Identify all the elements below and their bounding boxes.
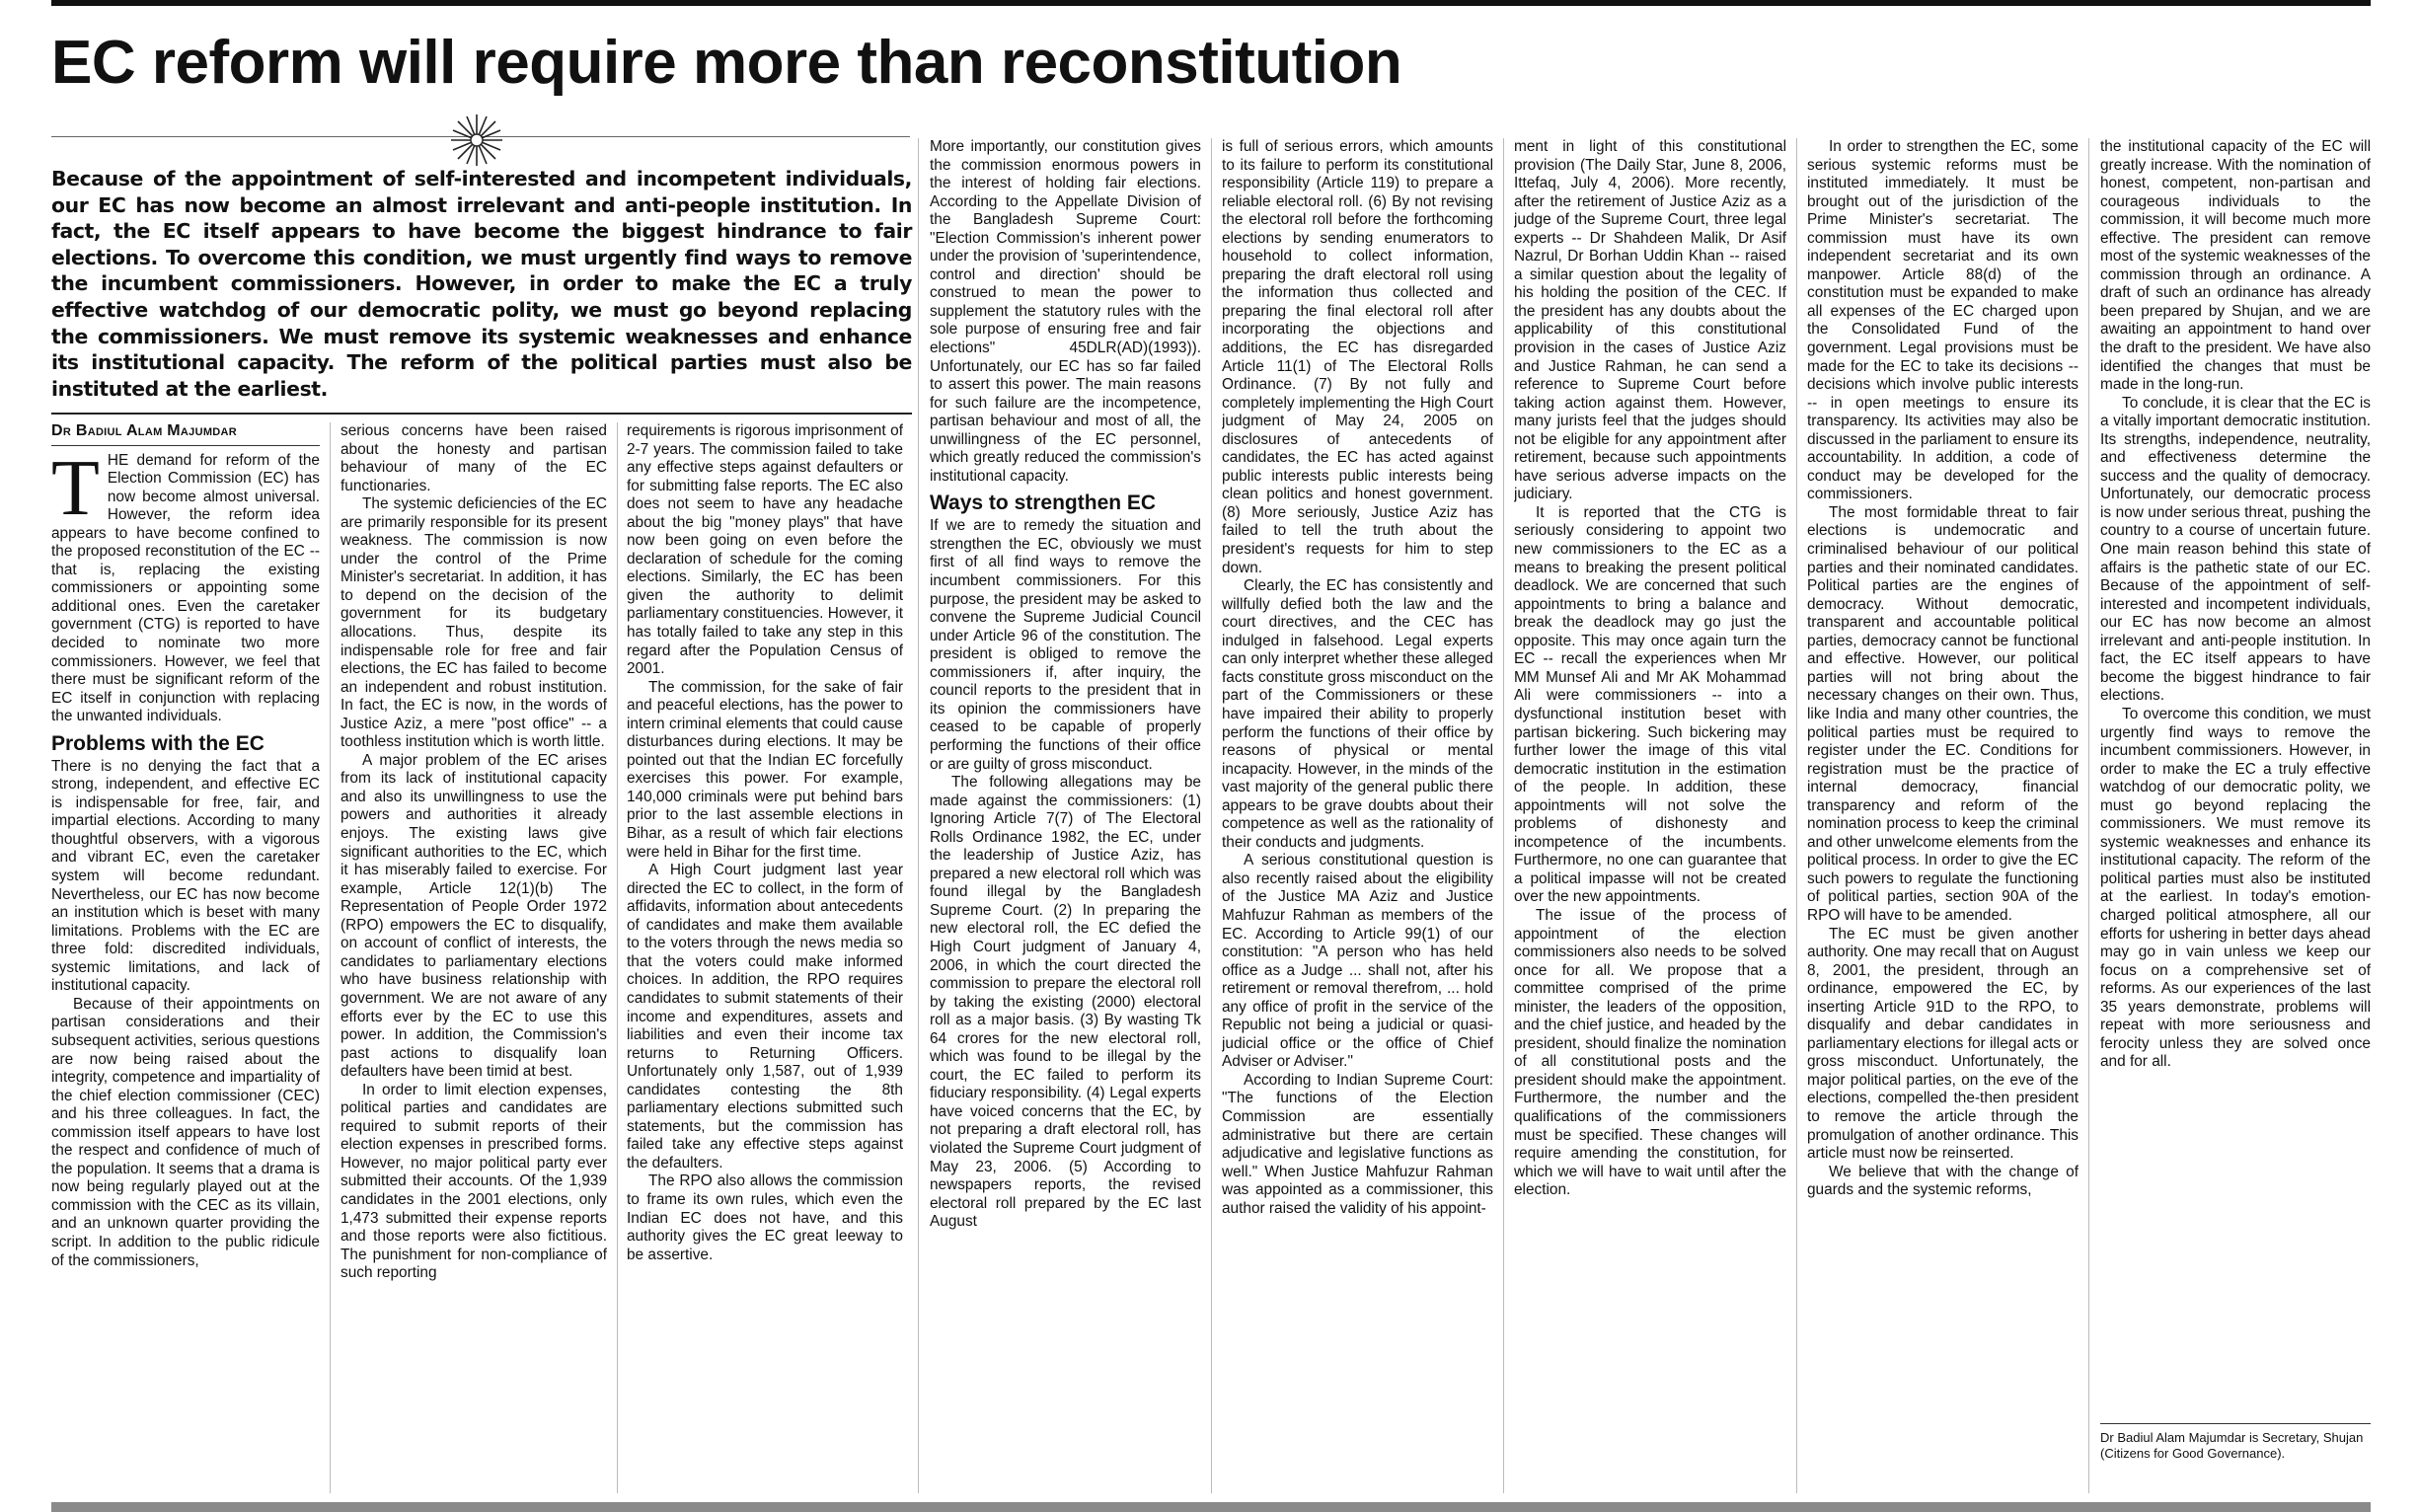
column-rule xyxy=(617,422,618,1493)
lede-paragraph: Because of the appointment of self-interested and incompetent individuals, our EC has now become an almost irrelevant and anti-people institution. In fact, the EC itself appears to have become the biggest hindrance to fair elections. To overcome this condition, we must urgently find ways to remove the incumbent commissioners. However, in order to make the EC a truly effective watchdog of our democratic polity, we must go beyond replacing the commissioners. We must remove its systemic weaknesses and enhance its institutional capacity. The reform of the political parties must also be instituted at the earliest. xyxy=(51,167,912,401)
column-rule xyxy=(2088,138,2089,1493)
col6-paragraph-1: ment in light of this constitutional provision (The Daily Star, June 8, 2006, Ittefaq, July 4, 2006). More recently, after the retirement of Justice Aziz as a judge of the Supreme Court, three legal experts -- Dr Shahdeen Malik, Dr Asif Nazrul, Dr Borhan Uddin Khan -- raised a similar question about the legality of his holding the position of the CEC. If the president has any doubts about the applicability of this constitutional provision in the cases of Justice Aziz and Justice Rahman, he can send a reference to Supreme Court before taking action against them. However, many jurists feel that the judges should not be eligible for any appointment after retirement, because such appointments have serious adverse impacts on the judiciary. xyxy=(1514,138,1786,503)
headline: EC reform will require more than reconstitution xyxy=(51,29,1402,97)
col5-paragraph-4: According to Indian Supreme Court: "The functions of the Election Commission are essentially administrative but there are certain adjudicative and legislative functions as well." When Justice Mahfuzur Rahman was appointed as a commissioner, this author raised the validity of his appoint- xyxy=(1222,1071,1493,1217)
col3-paragraph-2: The commission, for the sake of fair and peaceful elections, has the power to intern criminal elements that could cause disturbances during elections. It may be pointed out that the Indian EC forcefully exercises this power. For example, 140,000 criminals were put behind bars prior to the last assemble elections in Bihar, as a result of which fair elections were held in Bihar for the first time. xyxy=(627,678,903,861)
col4-paragraph-2: If we are to remedy the situation and strengthen the EC, obviously we must first of all find ways to remove the incumbent commissioners. For this purpose, the president may be asked to convene the Supreme Judicial Council under Article 96 of the constitution. The president is obliged to remove the commissioners if, after inquiry, the council reports to the president that in its opinion the commissioners have ceased to be capable of properly performing the functions of their office or are guilty of gross misconduct. xyxy=(930,517,1201,773)
column-4 xyxy=(930,138,1201,1493)
column-rule xyxy=(330,422,331,1493)
col1-paragraph-2: There is no denying the fact that a strong, independent, and effective EC is indispensable for free, fair, and impartial elections. According to many thoughtful observers, with a vigorous and vibrant EC, even the caretaker system will become redundant. Nevertheless, our EC has now become an institution which is beset with many limitations. Problems with the EC are three fold: discredited individuals, systemic limitations, and lack of institutional capacity. xyxy=(51,757,320,995)
column-rule xyxy=(918,138,919,1493)
col7-paragraph-1: In order to strengthen the EC, some serious systemic reforms must be instituted immediately. It must be brought out of the jurisdiction of the Prime Minister's secretariat. The commission must have its own independent secretariat and its own manpower. Article 88(d) of the constitution must be expanded to make all expenses of the EC charged upon the Consolidated Fund of the government. Legal provisions must be made for the EC to take its decisions -- decisions which involve public interests -- in open meetings to ensure its transparency. Its activities may also be discussed in the parliament to ensure its accountability. In addition, a code of conduct may be developed for the commissioners. xyxy=(1807,138,2079,503)
col2-paragraph-3: A major problem of the EC arises from its lack of institutional capacity and also its unwillingness to use the powers and authorities it already enjoys. The existing laws give significant authorities to the EC, which it has miserably failed to exercise. For example, Article 12(1)(b) The Representation of People Order 1972 (RPO) empowers the EC to disqualify, on account of conflict of interests, the candidates to parliamentary elections who have business relationship with government. We are not aware of any efforts ever by the EC to use this power. In addition, the Commission's past actions to disqualify loan defaulters have been timid at best. xyxy=(340,751,607,1081)
col6-paragraph-2: It is reported that the CTG is seriously considering to appoint two new commissioners to the EC as a means to breaking the present political deadlock. We are concerned that such appointments to bring a balance and break the deadlock may go just the opposite. This may once again turn the EC -- recall the experiences when Mr MM Munsef Ali and Mr AK Mohammad Ali were commissioners -- into a dysfunctional institution beset with partisan bickering. Such bickering may further lower the image of this vital democratic institution in the estimation of the people. In addition, these appointments will not solve the problems of dishonesty and incompetence of the incumbents. Furthermore, no one can guarantee that a political impasse will not be created over the new appointments. xyxy=(1514,503,1786,906)
col7-paragraph-2: The most formidable threat to fair elections is undemocratic and criminalised behaviour of our political parties and their nominated candidates. Political parties are the engines of democracy. Without democratic, transparent and accountable political parties, democracy cannot be functional and effective. However, our political parties will not bring about the necessary changes on their own. Thus, like India and many other countries, the political parties must be required to register under the EC. Conditions for registration must be the practice of internal democracy, financial transparency and reform of the nomination process to keep the criminal and other unwelcome elements from the political process. In order to give the EC such powers to regulate the functioning of political parties, section 90A of the RPO will have to be amended. xyxy=(1807,503,2079,924)
col1-paragraph-3: Because of their appointments on partisan considerations and their subsequent activities, serious questions are now being raised about the integrity, competence and impartiality of the chief election commissioner (CEC) and his three colleagues. In fact, the commission itself appears to have lost the respect and confidence of much of the population. It seems that a drama is now being regularly played out at the commission with the CEC as its villain, and an unknown quarter providing the script. In addition to the public ridicule of the commissioners, xyxy=(51,995,320,1269)
column-1 xyxy=(51,422,320,1493)
col3-paragraph-1: requirements is rigorous imprisonment of 2-7 years. The commission failed to take any effective steps against defaulters or for submitting false reports. The EC also does not seem to have any headache about the big "money plays" that have now been going on even before the declaration of schedule for the coming elections. Similarly, the EC has been given the authority to delimit parliamentary constituencies. However, it has totally failed to take any step in this regard after the Population Census of 2001. xyxy=(627,422,903,678)
col4-paragraph-3: The following allegations may be made against the commissioners: (1) Ignoring Article 7(7) of The Electoral Rolls Ordinance 1982, the EC, under the leadership of Justice Aziz, has prepared a new electoral roll which was found illegal by the Bangladesh Supreme Court. (2) In preparing the new electoral roll, the EC defied the High Court judgment of January 4, 2006, in which the court directed the commission to prepare the electoral roll by taking the existing (2000) electoral roll as a major basis. (3) By wasting Tk 64 crores for the new electoral roll, which was found to be illegal by the court, the EC failed to perform its fiduciary responsibility. (4) Legal experts have voiced concerns that the EC, by not preparing a draft electoral roll, has violated the Supreme Court judgment of May 23, 2006. (5) According to newspapers reports, the revised electoral roll prepared by the EC last August xyxy=(930,774,1201,1231)
byline: Dr Badiul Alam Majumdar xyxy=(51,422,320,446)
col2-paragraph-4: In order to limit election expenses, political parties and candidates are required to submit reports of their election expenses in prescribed forms. However, no major political party ever submitted their accounts. Of the 1,939 candidates in the 2001 elections, only 1,473 submitted their expense reports and those reports were also fictitious. The punishment for non-compliance of such reporting xyxy=(340,1081,607,1282)
col2-paragraph-2: The systemic deficiencies of the EC are primarily responsible for its present weakness. The commission is now under the control of the Prime Minister's secretariat. In addition, it has to depend on the decision of the government for its budgetary allocations. Thus, despite its indispensable role for free and fair elections, the EC has failed to become an independent and robust institution. In fact, the EC is now, in the words of Justice Aziz, a mere "post office" -- a toothless institution which is worth little. xyxy=(340,495,607,751)
col3-paragraph-4: The RPO also allows the commission to frame its own rules, which even the Indian EC does not have, and this authority gives the EC great leeway to be assertive. xyxy=(627,1172,903,1263)
subhead-problems: Problems with the EC xyxy=(51,731,265,755)
column-3 xyxy=(627,422,903,1493)
col3-paragraph-3: A High Court judgment last year directed the EC to collect, in the form of affidavits, information about antecedents of candidates and make them available to the voters through the news media so that the voters could make informed choices. In addition, the RPO requires candidates to submit statements of their income and expenditures, assets and liabilities and even their income tax returns to Returning Officers. Unfortunately only 1,587, out of 1,939 candidates contesting the 8th parliamentary elections submitted such statements, but the commission has failed take any effective steps against the defaulters. xyxy=(627,862,903,1172)
column-rule xyxy=(1796,138,1797,1493)
col8-paragraph-3: To overcome this condition, we must urgently find ways to remove the incumbent commissioners. However, in order to make the EC a truly effective watchdog of our democratic polity, we must go beyond replacing the commissioners. We must remove its systemic weaknesses and enhance its institutional capacity. The reform of the political parties must also be instituted at the earliest. In today's emotion-charged political atmosphere, all our efforts for ushering in better days ahead may go in vain unless we keep our focus on a comprehensive set of reforms. As our experiences of the last 35 years demonstrate, problems will repeat with more seriousness and ferocity unless they are solved once and for all. xyxy=(2100,705,2371,1071)
starburst-ornament xyxy=(449,113,504,168)
column-8 xyxy=(2100,138,2371,1416)
column-2 xyxy=(340,422,607,1493)
col5-paragraph-1: is full of serious errors, which amounts to its failure to perform its constitutional responsibility (Article 119) to prepare a reliable electoral roll. (6) By not revising the electoral roll before the forthcoming elections by sending enumerators to household to collect information, preparing the draft electoral roll using the information thus collected and preparing the final electoral roll after incorporating the objections and additions, the EC has disregarded Article 11(1) of The Electoral Rolls Ordinance. (7) By not fully and completely implementing the High Court judgment of May 24, 2005 on disclosures of antecedents of candidates, the EC has acted against public interests public interests being clean politics and honest government. (8) More seriously, Justice Aziz has failed to tell the truth about the president's requests for him to step down. xyxy=(1222,138,1493,576)
col1-paragraph-1-text: HE demand for reform of the Election Commission (EC) has now become almost universal. However, the reform idea appears to have become confined to the proposed reconstitution of the EC -- that is, replacing the existing commissioners or appointing some additional ones. Even the caretaker government (CTG) is reported to have decided to nominate two more commissioners. However, we feel that there must be significant reform of the EC itself in conjunction with replacing the unwanted individuals. xyxy=(51,451,320,725)
col8-paragraph-2: To conclude, it is clear that the EC is a vitally important democratic institution. Its strengths, independence, neutrality, and effectiveness determine the success and the quality of democracy. Unfortunately, our democratic process is now under serious threat, pushing the country to a course of uncertain future. One main reason behind this state of affairs is the pathetic state of our EC. Because of the appointment of self-interested and incompetent individuals, our EC has now become an almost irrelevant and anti-people institution. In fact, the EC itself appears to have become the biggest hindrance to fair elections. xyxy=(2100,394,2371,705)
author-note: Dr Badiul Alam Majumdar is Secretary, Shujan (Citizens for Good Governance). xyxy=(2100,1423,2371,1462)
col5-paragraph-2: Clearly, the EC has consistently and willfully defied both the law and the court directives, and the CEC has indulged in falsehood. Legal experts can only interpret whether these alleged facts constitute gross misconduct on the part of the Commissioners or these have impaired their ability to properly perform the functions of their office by reasons of physical or mental incapacity. However, in the minds of the vast majority of the general public there appears to be grave doubts about their competence as well as the rationality of their conducts and judgments. xyxy=(1222,577,1493,851)
subhead-ways-to-strengthen: Ways to strengthen EC xyxy=(930,491,1157,515)
column-5 xyxy=(1222,138,1493,1493)
col5-paragraph-3: A serious constitutional question is also recently raised about the eligibility of the Justice MA Aziz and Justice Mahfuzur Rahman as members of the EC. According to Article 99(1) of our constitution: "A person who has held office as a Judge ... shall not, after his retirement or removal therefrom, ... hold any office of profit in the service of the Republic not being a judicial or quasi-judicial office or the office of Chief Adviser or Adviser." xyxy=(1222,852,1493,1071)
column-rule xyxy=(1211,138,1212,1493)
col1-paragraph-1 xyxy=(51,444,320,726)
column-7 xyxy=(1807,138,2079,1493)
col4-paragraph-1: More importantly, our constitution gives the commission enormous powers in the interest of holding fair elections. According to the Appellate Division of the Bangladesh Supreme Court: "Election Commission's inherent power under the provision of 'superintendence, control and direction' should be construed to mean the power to supplement the statutory rules with the sole purpose of ensuring free and fair elections" 45DLR(AD)(1993)). Unfortunately, our EC has so far failed to assert this power. The main reasons for such failure are the incompetence, partisan behaviour and most of all, the unwillingness of the EC personnel, which greatly reduced the commission's institutional capacity. xyxy=(930,138,1201,485)
col7-paragraph-3: The EC must be given another authority. One may recall that on August 8, 2001, the president, through an ordinance, empowered the EC, by inserting Article 91D to the RPO, to disqualify and debar candidates in parliamentary elections for illegal acts or gross misconduct. Unfortunately, the major political parties, on the eve of the elections, compelled the-then president to remove the article through the promulgation of another ordinance. This article must now be reinserted. xyxy=(1807,925,2079,1163)
drop-cap: T xyxy=(51,444,100,532)
top-rule xyxy=(51,0,2371,6)
bottom-rule xyxy=(51,1502,2371,1512)
col6-paragraph-3: The issue of the process of appointment of the election commissioners also needs to be solved once for all. We propose that a committee comprised of the prime minister, the leaders of the opposition, and the chief justice, and headed by the president, should finalize the nomination of all constitutional posts and the president should make the appointment. Furthermore, the number and the qualifications of the commissioners must be specified. These changes will require amending the constitution, for which we will have to wait until after the election. xyxy=(1514,906,1786,1199)
column-6 xyxy=(1514,138,1786,1493)
col8-paragraph-1: the institutional capacity of the EC will greatly increase. With the nomination of honest, competent, non-partisan and courageous individuals to the commission, it will become much more effective. The president can remove most of the systemic weaknesses of the commission through an ordinance. A draft of such an ordinance has already been prepared by Shujan, and we are awaiting an appointment to hand over the draft to the president. We have also identified the changes that must be made in the long-run. xyxy=(2100,138,2371,394)
column-rule xyxy=(1503,138,1504,1493)
lede-rule xyxy=(51,413,912,415)
col7-paragraph-4: We believe that with the change of guards and the systemic reforms, xyxy=(1807,1163,2079,1199)
col2-paragraph-1: serious concerns have been raised about the honesty and partisan behaviour of many of the EC functionaries. xyxy=(340,422,607,494)
